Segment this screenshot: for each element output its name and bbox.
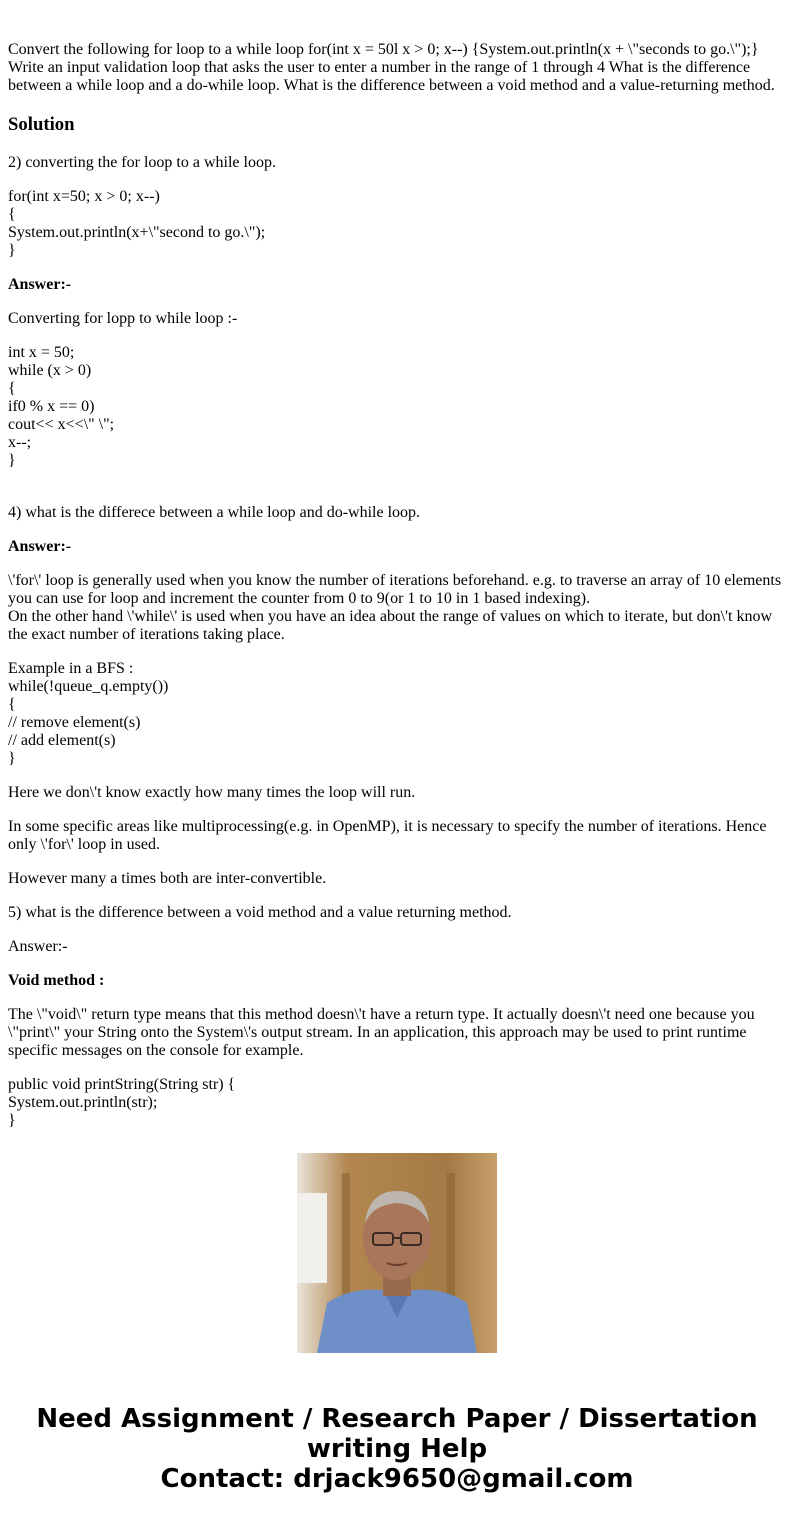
solution-heading: Solution [8,114,75,135]
code-line: { [8,380,16,397]
code-line: while(!queue_q.empty()) [8,678,169,695]
section4-intro: 4) what is the differece between a while loop and do-while loop. [8,504,421,521]
contact-banner [0,1404,794,1494]
paragraph-line: On the other hand \'while\' is used when you have an idea about the range of values on which to iterate, but don\'t know the exact number of iterations taking place. [8,608,773,643]
document-body [8,41,786,1129]
author-photo-illustration [297,1153,497,1353]
code-line: // add element(s) [8,732,116,749]
for-loop-code [8,188,786,260]
answer-label: Answer:- [8,938,68,955]
banner-line: Need Assignment / Research Paper / Dissertation [36,1404,758,1434]
code-line: if0 % x == 0) [8,398,95,415]
code-line: while (x > 0) [8,362,92,379]
code-line: } [8,242,16,259]
void-method-text: The \"void\" return type means that this method doesn\'t have a return type. It actually doesn\'t need one because you \"print\" your String onto the System\'s output stream. In an application, this approach may be used to print runtime specific messages on the console for example. [8,1006,755,1059]
code-line: } [8,452,16,469]
author-avatar [297,1153,497,1353]
code-line: cout<< x<<\" \"; [8,416,115,433]
section5-intro: 5) what is the difference between a void method and a value returning method. [8,904,512,921]
paragraph-line: \'for\' loop is generally used when you know the number of iterations beforehand. e.g. to traverse an array of 10 elements you can use for loop and increment the counter from 0 to 9(or 1 to 10 in 1 based indexing). [8,572,782,607]
paragraph: Here we don\'t know exactly how many times the loop will run. [8,784,416,801]
code-line: { [8,206,16,223]
code-line: public void printString(String str) { [8,1076,236,1093]
section2-intro: 2) converting the for loop to a while loop. [8,154,276,171]
void-method-heading: Void method : [8,972,105,989]
code-line: System.out.println(str); [8,1094,158,1111]
code-line: x--; [8,434,32,451]
code-line: } [8,1112,16,1129]
answer-label: Answer:- [8,538,72,555]
converting-text: Converting for lopp to while loop :- [8,310,238,327]
question-text: Convert the following for loop to a while loop for(int x = 50l x > 0; x--) {System.out.println(x + \"seconds to go.\");} Write an input validation loop that asks the user to enter a number in the range of 1 through 4 What is the difference between a while loop and a do-while loop. What is the difference between a void method and a value-returning method. [8,41,775,94]
code-line: Example in a BFS : [8,660,134,677]
code-line: // remove element(s) [8,714,141,731]
code-line: for(int x=50; x > 0; x--) [8,188,160,205]
answer-label: Answer:- [8,276,72,293]
contact-email: Contact: drjack9650@gmail.com [160,1464,634,1494]
bfs-example-code [8,660,786,768]
code-line: int x = 50; [8,344,75,361]
void-method-code [8,1076,786,1130]
code-line: } [8,750,16,767]
code-line: { [8,696,16,713]
banner-line: writing Help [306,1434,488,1464]
paragraph: In some specific areas like multiprocessing(e.g. in OpenMP), it is necessary to specify the number of iterations. Hence only \'for\' loop in used. [8,818,767,853]
paragraph: However many a times both are inter-convertible. [8,870,327,887]
code-line: System.out.println(x+\"second to go.\"); [8,224,266,241]
while-loop-code [8,344,786,470]
for-vs-while-paragraph [8,572,786,644]
